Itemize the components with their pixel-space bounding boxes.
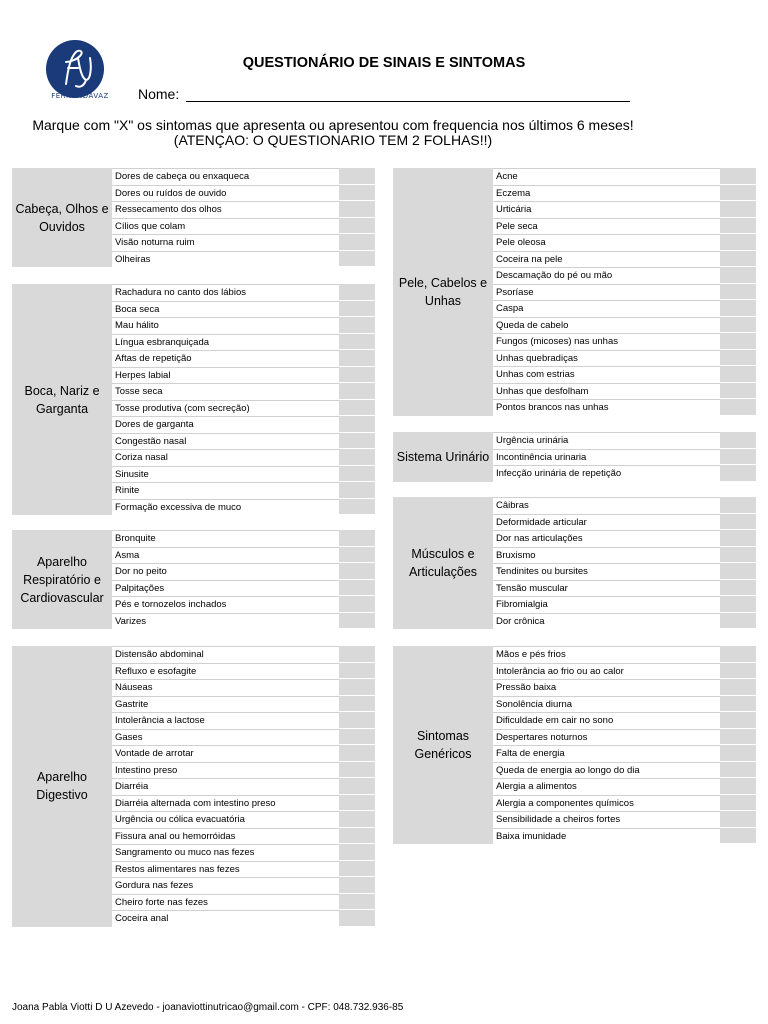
symptom-checkbox[interactable] [339, 778, 375, 794]
section-category: Sintomas Genéricos [393, 646, 493, 844]
symptom-checkbox[interactable] [339, 894, 375, 910]
symptom-label: Sinusite [112, 466, 339, 482]
symptom-label: Pressão baixa [493, 679, 720, 695]
symptom-checkbox[interactable] [339, 877, 375, 893]
symptom-checkbox[interactable] [720, 762, 756, 778]
symptom-label: Alergia a alimentos [493, 778, 720, 794]
section-category: Sistema Urinário [393, 432, 493, 482]
symptom-checkbox[interactable] [339, 828, 375, 844]
symptom-label: Gases [112, 729, 339, 745]
symptom-label: Cílios que colam [112, 218, 339, 234]
symptom-label: Tendinites ou bursites [493, 563, 720, 579]
symptom-label: Fissura anal ou hemorróidas [112, 828, 339, 844]
symptom-checkbox[interactable] [720, 696, 756, 712]
symptom-label: Ressecamento dos olhos [112, 201, 339, 217]
symptom-checkbox[interactable] [339, 712, 375, 728]
symptom-checkbox[interactable] [720, 795, 756, 811]
symptom-label: Herpes labial [112, 367, 339, 383]
symptom-checkbox[interactable] [339, 547, 375, 563]
symptom-label: Sensibilidade a cheiros fortes [493, 811, 720, 827]
instructions [0, 118, 666, 148]
symptom-checkbox[interactable] [339, 613, 375, 629]
symptom-checkbox[interactable] [720, 317, 756, 333]
symptom-checkbox[interactable] [720, 828, 756, 844]
symptom-label: Queda de energia ao longo do dia [493, 762, 720, 778]
symptom-label: Dor crônica [493, 613, 720, 629]
symptom-checkbox[interactable] [339, 168, 375, 184]
symptom-checkbox[interactable] [339, 530, 375, 546]
symptom-checkbox[interactable] [720, 580, 756, 596]
symptom-label: Intolerância a lactose [112, 712, 339, 728]
symptom-checkbox[interactable] [339, 844, 375, 860]
symptom-checkbox[interactable] [339, 251, 375, 267]
symptom-label: Vontade de arrotar [112, 745, 339, 761]
symptom-checkbox[interactable] [720, 679, 756, 695]
section-category: Pele, Cabelos e Unhas [393, 168, 493, 416]
symptom-label: Baixa imunidade [493, 828, 720, 844]
symptom-checkbox[interactable] [339, 861, 375, 877]
symptom-label: Infecção urinária de repetição [493, 465, 720, 481]
symptom-label: Visão noturna ruim [112, 234, 339, 250]
symptom-checkbox[interactable] [720, 514, 756, 530]
instruction-line-2: (ATENÇAO: O QUESTIONARIO TEM 2 FOLHAS!!) [173, 132, 493, 148]
symptom-checkbox[interactable] [720, 729, 756, 745]
symptom-label: Dificuldade em cair no sono [493, 712, 720, 728]
symptom-label: Rinite [112, 482, 339, 498]
symptom-checkbox[interactable] [720, 449, 756, 465]
name-label: Nome: [138, 86, 180, 102]
symptom-checkbox[interactable] [720, 530, 756, 546]
symptom-label: Unhas que desfolham [493, 383, 720, 399]
symptom-label: Caspa [493, 300, 720, 316]
symptom-label: Descamação do pé ou mão [493, 267, 720, 283]
symptom-checkbox[interactable] [339, 284, 375, 300]
section [393, 646, 756, 844]
symptom-checkbox[interactable] [720, 596, 756, 612]
symptom-checkbox[interactable] [720, 613, 756, 629]
symptom-checkbox[interactable] [720, 234, 756, 250]
section [393, 432, 756, 482]
symptom-label: Sonolência diurna [493, 696, 720, 712]
symptom-label: Falta de energia [493, 745, 720, 761]
symptom-checkbox[interactable] [720, 350, 756, 366]
symptom-checkbox[interactable] [720, 563, 756, 579]
section [393, 497, 756, 629]
symptom-label: Olheiras [112, 251, 339, 267]
symptom-checkbox[interactable] [339, 466, 375, 482]
symptom-label: Mau hálito [112, 317, 339, 333]
symptom-checkbox[interactable] [339, 301, 375, 317]
symptom-checkbox[interactable] [339, 795, 375, 811]
symptom-label: Mãos e pés frios [493, 646, 720, 662]
symptom-label: Coriza nasal [112, 449, 339, 465]
symptom-checkbox[interactable] [339, 317, 375, 333]
symptom-label: Dor nas articulações [493, 530, 720, 546]
symptom-label: Gordura nas fezes [112, 877, 339, 893]
symptom-checkbox[interactable] [339, 350, 375, 366]
symptom-label: Intolerância ao frio ou ao calor [493, 663, 720, 679]
symptom-checkbox[interactable] [339, 729, 375, 745]
symptom-checkbox[interactable] [339, 646, 375, 662]
symptom-checkbox[interactable] [339, 416, 375, 432]
symptom-label: Urgência urinária [493, 432, 720, 448]
symptom-label: Unhas quebradiças [493, 350, 720, 366]
section [393, 168, 756, 416]
name-field[interactable] [186, 101, 630, 102]
symptom-label: Congestão nasal [112, 433, 339, 449]
symptom-label: Língua esbranquiçada [112, 334, 339, 350]
symptom-checkbox[interactable] [720, 465, 756, 481]
symptom-label: Câibras [493, 497, 720, 513]
symptom-checkbox[interactable] [339, 596, 375, 612]
symptom-label: Diarréia [112, 778, 339, 794]
symptom-label: Restos alimentares nas fezes [112, 861, 339, 877]
symptom-checkbox[interactable] [339, 433, 375, 449]
symptom-checkbox[interactable] [720, 432, 756, 448]
symptom-checkbox[interactable] [339, 762, 375, 778]
symptom-checkbox[interactable] [720, 497, 756, 513]
symptom-label: Aftas de repetição [112, 350, 339, 366]
symptom-label: Refluxo e esofagite [112, 663, 339, 679]
symptom-checkbox[interactable] [339, 580, 375, 596]
section-category: Cabeça, Olhos e Ouvidos [12, 168, 112, 267]
symptom-checkbox[interactable] [720, 745, 756, 761]
symptom-label: Fungos (micoses) nas unhas [493, 333, 720, 349]
symptom-label: Urgência ou cólica evacuatória [112, 811, 339, 827]
symptom-checkbox[interactable] [339, 663, 375, 679]
symptom-checkbox[interactable] [720, 201, 756, 217]
footer: Joana Pabla Viotti D U Azevedo - joanaviottinutricao@gmail.com - CPF: 048.732.936-85 [12, 1002, 404, 1013]
symptom-label: Coceira anal [112, 910, 339, 926]
symptom-label: Cheiro forte nas fezes [112, 894, 339, 910]
symptom-checkbox[interactable] [339, 201, 375, 217]
symptom-label: Diarréia alternada com intestino preso [112, 795, 339, 811]
symptom-checkbox[interactable] [720, 646, 756, 662]
symptom-label: Bruxismo [493, 547, 720, 563]
symptom-label: Dores de cabeça ou enxaqueca [112, 168, 339, 184]
symptom-checkbox[interactable] [339, 910, 375, 926]
symptom-label: Palpitações [112, 580, 339, 596]
symptom-checkbox[interactable] [339, 383, 375, 399]
symptom-checkbox[interactable] [720, 383, 756, 399]
symptom-label: Psoríase [493, 284, 720, 300]
symptom-label: Tosse seca [112, 383, 339, 399]
symptom-label: Dor no peito [112, 563, 339, 579]
symptom-label: Fibromialgia [493, 596, 720, 612]
section-category: Boca, Nariz e Garganta [12, 284, 112, 515]
symptom-checkbox[interactable] [720, 333, 756, 349]
section-category: Músculos e Articulações [393, 497, 493, 629]
symptom-label: Intestino preso [112, 762, 339, 778]
symptom-label: Bronquite [112, 530, 339, 546]
symptom-checkbox[interactable] [339, 185, 375, 201]
symptom-checkbox[interactable] [339, 696, 375, 712]
symptom-label: Rachadura no canto dos lábios [112, 284, 339, 300]
symptom-label: Coceira na pele [493, 251, 720, 267]
symptom-checkbox[interactable] [720, 284, 756, 300]
section-category: Aparelho Digestivo [12, 646, 112, 927]
symptom-checkbox[interactable] [720, 778, 756, 794]
symptom-label: Urticária [493, 201, 720, 217]
section [12, 646, 375, 927]
symptom-checkbox[interactable] [720, 547, 756, 563]
symptom-checkbox[interactable] [720, 300, 756, 316]
symptom-checkbox[interactable] [339, 234, 375, 250]
symptom-label: Deformidade articular [493, 514, 720, 530]
symptom-label: Pontos brancos nas unhas [493, 399, 720, 415]
symptom-checkbox[interactable] [720, 267, 756, 283]
symptom-checkbox[interactable] [720, 663, 756, 679]
section-category: Aparelho Respiratório e Cardiovascular [12, 530, 112, 629]
symptom-checkbox[interactable] [339, 811, 375, 827]
symptom-checkbox[interactable] [339, 400, 375, 416]
symptom-checkbox[interactable] [339, 499, 375, 515]
symptom-label: Queda de cabelo [493, 317, 720, 333]
symptom-label: Dores de garganta [112, 416, 339, 432]
symptom-label: Tensão muscular [493, 580, 720, 596]
symptom-label: Sangramento ou muco nas fezes [112, 844, 339, 860]
symptom-label: Eczema [493, 185, 720, 201]
logo [40, 40, 120, 104]
symptom-label: Acne [493, 168, 720, 184]
symptom-checkbox[interactable] [720, 168, 756, 184]
symptom-label: Tosse produtiva (com secreção) [112, 400, 339, 416]
instruction-line-1: Marque com "X" os sintomas que apresenta ou apresentou com frequencia nos últimos 6 meses! [32, 117, 634, 133]
symptom-label: Pés e tornozelos inchados [112, 596, 339, 612]
symptom-label: Náuseas [112, 679, 339, 695]
symptom-label: Asma [112, 547, 339, 563]
symptom-checkbox[interactable] [339, 367, 375, 383]
section [12, 168, 375, 267]
symptom-label: Despertares noturnos [493, 729, 720, 745]
logo-brand-text: FERNANDAVAZ [51, 92, 109, 100]
symptom-label: Formação excessiva de muco [112, 499, 339, 515]
symptom-checkbox[interactable] [720, 399, 756, 415]
symptom-checkbox[interactable] [339, 218, 375, 234]
symptom-label: Distensão abdominal [112, 646, 339, 662]
symptom-label: Pele oleosa [493, 234, 720, 250]
symptom-checkbox[interactable] [720, 218, 756, 234]
symptom-checkbox[interactable] [339, 679, 375, 695]
section [12, 284, 375, 515]
symptom-label: Varizes [112, 613, 339, 629]
symptom-label: Pele seca [493, 218, 720, 234]
symptom-label: Gastrite [112, 696, 339, 712]
symptom-label: Alergia a componentes químicos [493, 795, 720, 811]
symptom-checkbox[interactable] [720, 811, 756, 827]
symptom-checkbox[interactable] [339, 563, 375, 579]
symptom-checkbox[interactable] [339, 745, 375, 761]
symptom-label: Dores ou ruídos de ouvido [112, 185, 339, 201]
symptom-label: Boca seca [112, 301, 339, 317]
symptom-checkbox[interactable] [720, 185, 756, 201]
symptom-checkbox[interactable] [339, 334, 375, 350]
symptom-checkbox[interactable] [339, 449, 375, 465]
section [12, 530, 375, 629]
symptom-label: Incontinência urinaria [493, 449, 720, 465]
symptom-checkbox[interactable] [339, 482, 375, 498]
symptom-checkbox[interactable] [720, 366, 756, 382]
symptom-checkbox[interactable] [720, 251, 756, 267]
symptom-label: Unhas com estrias [493, 366, 720, 382]
page-title: QUESTIONÁRIO DE SINAIS E SINTOMAS [242, 55, 526, 71]
symptom-checkbox[interactable] [720, 712, 756, 728]
